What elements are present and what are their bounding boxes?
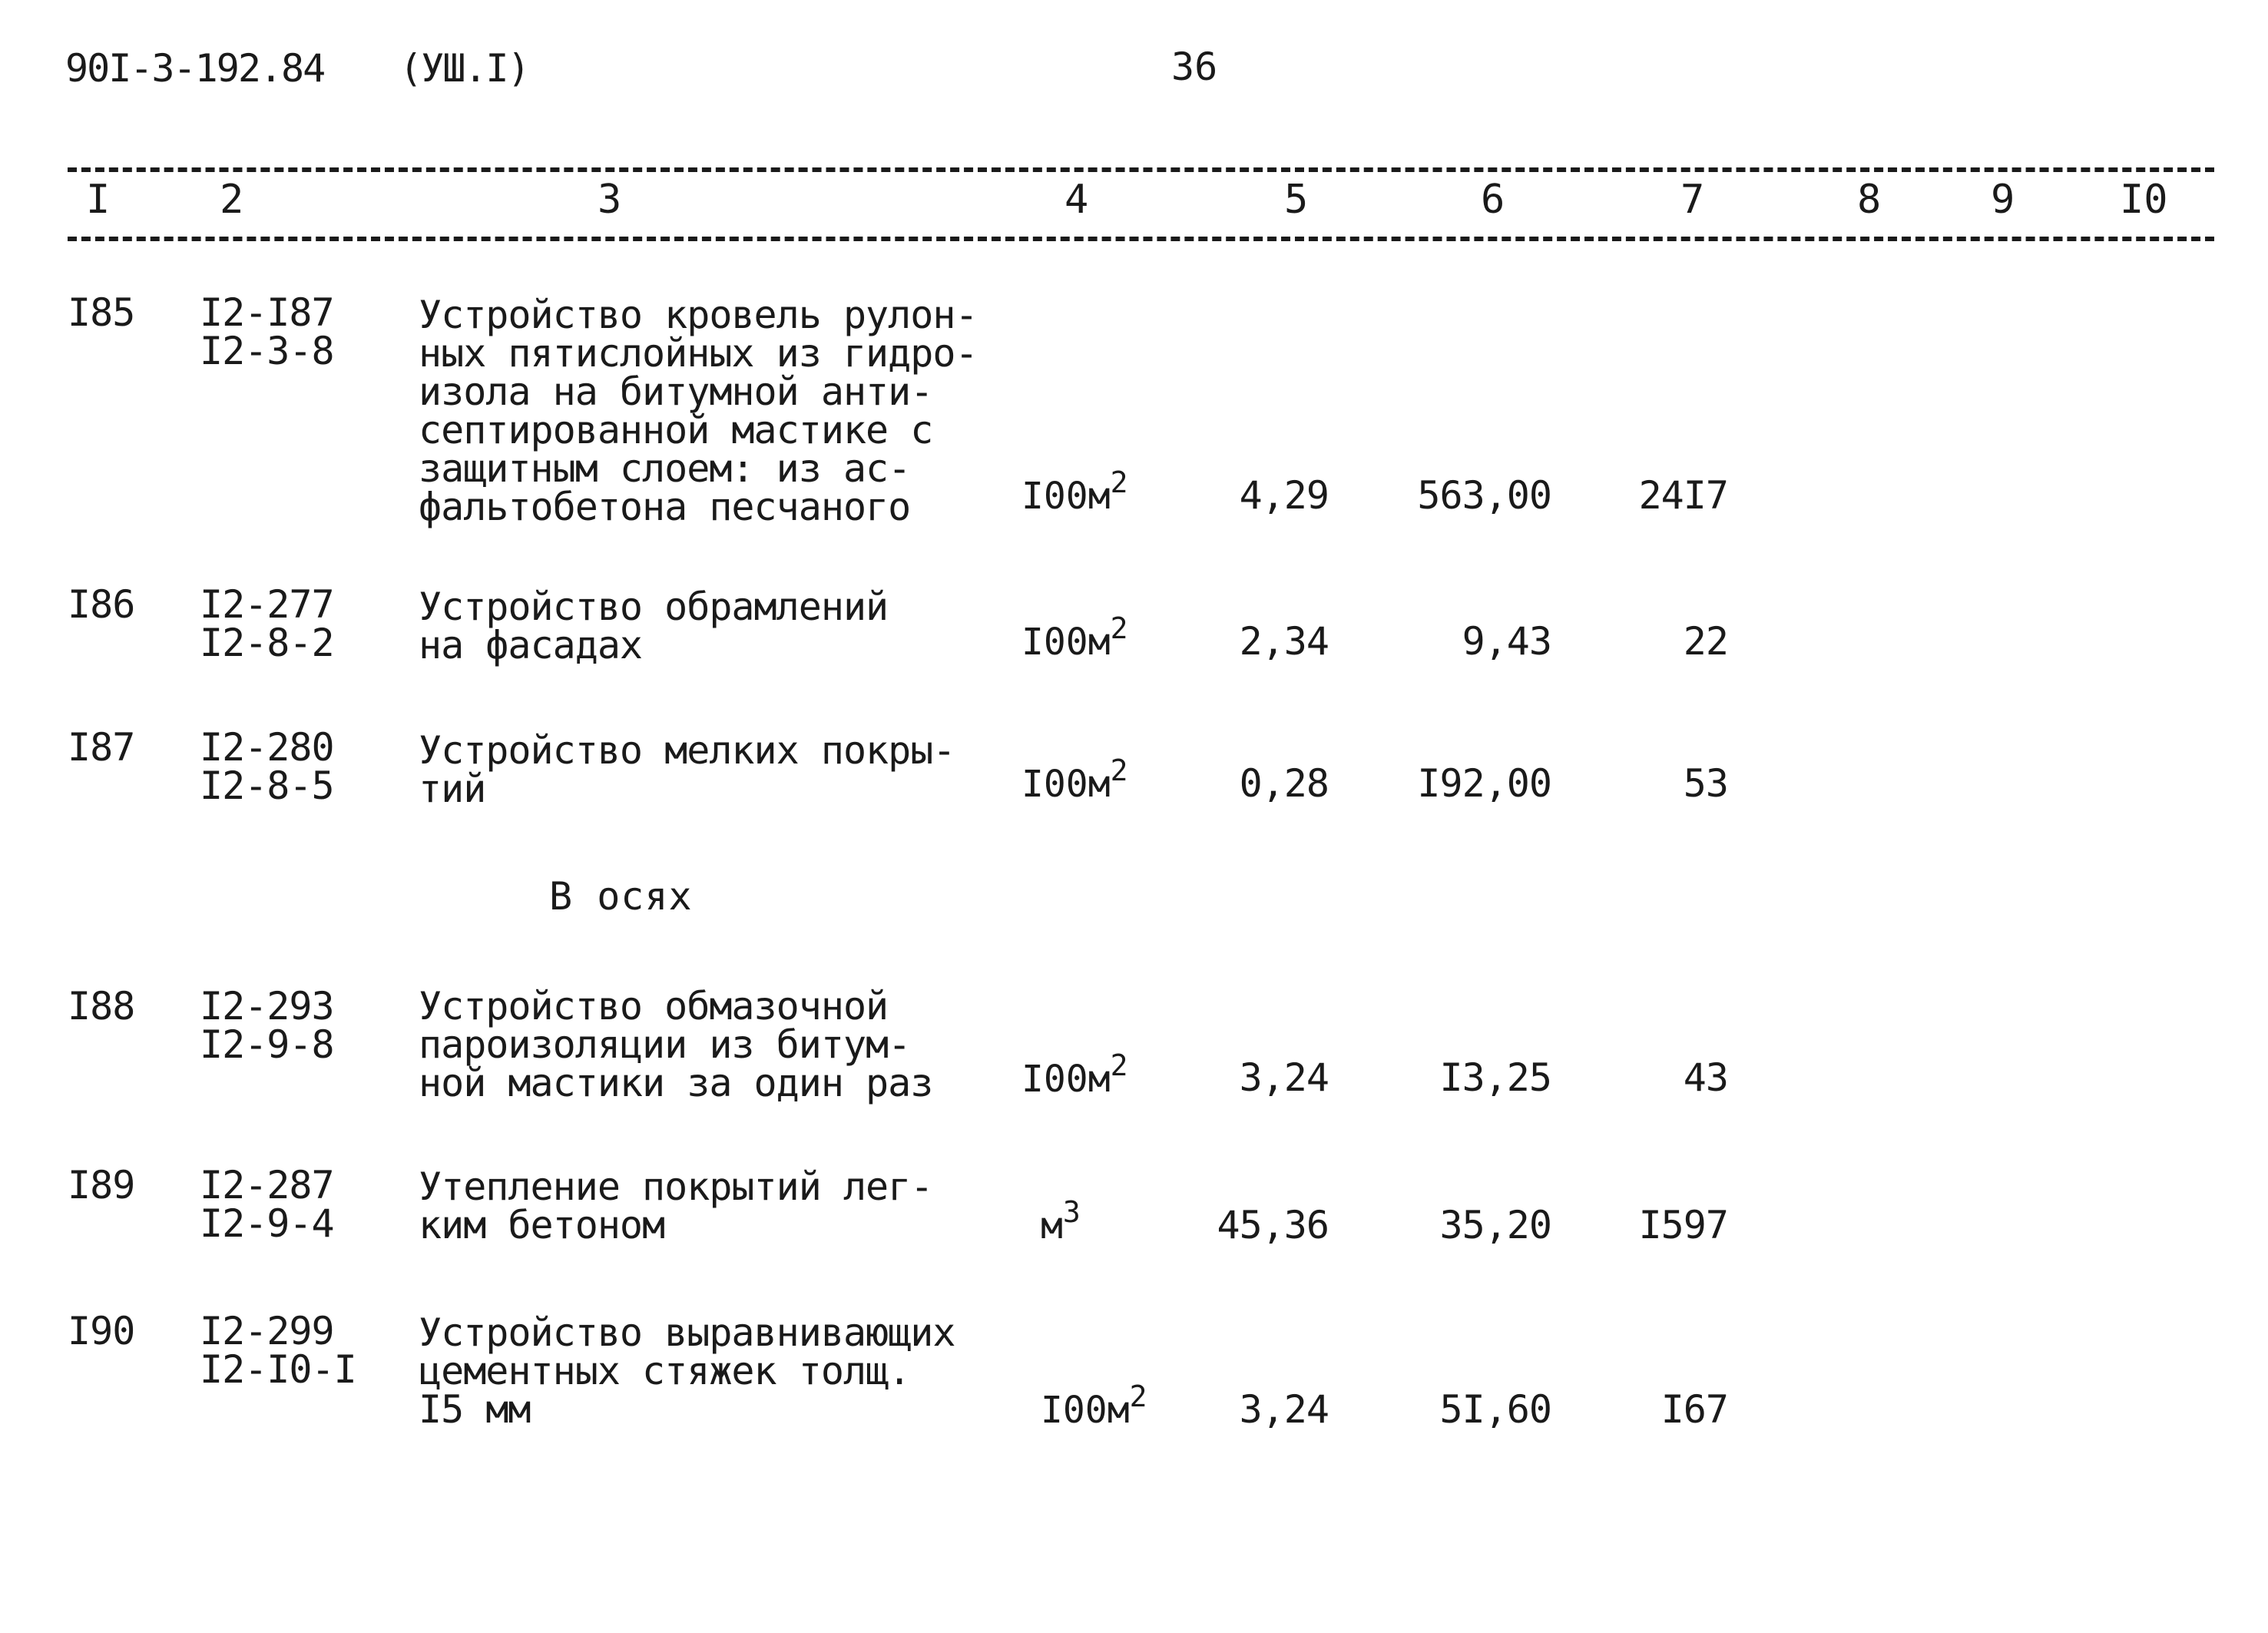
unit-price: 9,43: [1462, 619, 1551, 664]
row-number: I86: [68, 582, 135, 627]
col-6-header: 6: [1481, 177, 1505, 223]
row-number: I85: [68, 290, 135, 335]
col-3-header: 3: [598, 177, 622, 223]
norm-code: I2-299 I2-I0-I: [200, 1309, 356, 1392]
norm-code: I2-I87 I2-3-8: [200, 290, 334, 373]
norm-code: I2-280 I2-8-5: [200, 725, 334, 808]
work-description: Устройство кровель рулон- ных пятислойных из гидро- изола на битумной анти- септированной мастике с защитным слоем: из ас- фальтобетона песчаного: [419, 293, 978, 529]
quantity: 2,34: [1239, 619, 1329, 664]
unit-price: 35,20: [1439, 1203, 1551, 1247]
unit-of-measure: $м^3$: [1041, 1195, 1081, 1247]
col-8-header: 8: [1857, 177, 1882, 223]
norm-code: I2-287 I2-9-4: [200, 1163, 334, 1246]
quantity: 4,29: [1239, 473, 1329, 518]
unit-of-measure: $I00м^2$: [1021, 611, 1128, 664]
sheet-label: (УШ.I): [399, 46, 529, 91]
col-9-header: 9: [1991, 177, 2015, 223]
unit-of-measure: $I00м^2$: [1021, 754, 1128, 806]
row-number: I89: [68, 1163, 135, 1207]
work-description: Устройство обрамлений на фасадах: [419, 585, 889, 667]
unit-price: I3,25: [1439, 1055, 1551, 1100]
row-number: I88: [68, 984, 135, 1028]
quantity: 0,28: [1239, 761, 1329, 806]
unit-price: 5I,60: [1439, 1387, 1551, 1432]
page-number: 36: [1171, 45, 1218, 89]
quantity: 3,24: [1239, 1055, 1329, 1100]
work-description: Устройство выравнивающих цементных стяжек толщ. I5 мм: [419, 1310, 955, 1432]
quantity: 45,36: [1217, 1203, 1329, 1247]
row-number: I90: [68, 1309, 135, 1353]
table-top-rule: [68, 167, 2214, 172]
unit-price: I92,00: [1417, 761, 1551, 806]
total-cost: 22: [1683, 619, 1728, 664]
table-header-rule: [68, 237, 2214, 241]
row-number: I87: [68, 725, 135, 770]
col-1-header: I: [86, 177, 111, 223]
total-cost: 24I7: [1638, 473, 1728, 518]
norm-code: I2-277 I2-8-2: [200, 582, 334, 665]
unit-of-measure: $I00м^2$: [1021, 1048, 1128, 1101]
unit-of-measure: $I00м^2$: [1021, 465, 1128, 518]
work-description: Утепление покрытий лег- ким бетоном: [419, 1164, 933, 1247]
document-code: 90I-3-192.84: [65, 46, 325, 91]
col-4-header: 4: [1064, 177, 1089, 223]
col-2-header: 2: [220, 177, 244, 223]
col-7-header: 7: [1680, 177, 1705, 223]
total-cost: 53: [1683, 761, 1728, 806]
total-cost: 43: [1683, 1055, 1728, 1100]
col-5-header: 5: [1284, 177, 1309, 223]
work-description: Устройство мелких покры- тий: [419, 728, 955, 811]
quantity: 3,24: [1239, 1387, 1329, 1432]
total-cost: I597: [1638, 1203, 1728, 1247]
section-heading: В осях: [549, 874, 693, 919]
norm-code: I2-293 I2-9-8: [200, 984, 334, 1067]
total-cost: I67: [1660, 1387, 1728, 1432]
unit-price: 563,00: [1417, 473, 1551, 518]
unit-of-measure: $I00м^2$: [1041, 1380, 1147, 1432]
col-10-header: I0: [2120, 177, 2168, 223]
work-description: Устройство обмазочной пароизоляции из битум- ной мастики за один раз: [419, 984, 933, 1105]
